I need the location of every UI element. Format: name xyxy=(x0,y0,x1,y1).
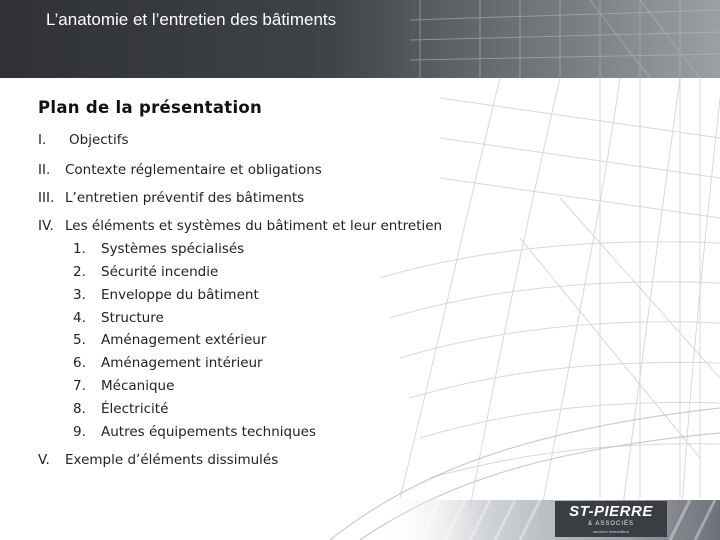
sub-item-label: Autres équipements techniques xyxy=(101,424,317,440)
list-item-label: Les éléments et systèmes du bâtiment et leur entretien xyxy=(65,218,443,234)
list-item-number: III. xyxy=(38,190,55,206)
sub-item-label: Structure xyxy=(101,310,164,326)
list-item-label: Contexte réglementaire et obligations xyxy=(65,162,322,178)
sub-item-number: 1. xyxy=(73,241,86,257)
sub-item-label: Enveloppe du bâtiment xyxy=(101,287,259,303)
list-item-number: V. xyxy=(38,452,50,468)
sub-item-number: 5. xyxy=(73,332,86,348)
page-title: L’anatomie et l’entretien des bâtiments xyxy=(46,10,337,29)
sub-item-label: Mécanique xyxy=(101,378,175,394)
sub-item-number: 2. xyxy=(73,264,86,280)
sub-item-label: Aménagement intérieur xyxy=(101,355,263,371)
list-item-number: I. xyxy=(38,132,47,148)
logo-subtitle: & ASSOCIÉS xyxy=(587,521,634,527)
header-bar xyxy=(0,0,720,78)
list-item-label: L’entretien préventif des bâtiments xyxy=(65,190,305,206)
sub-item-number: 8. xyxy=(73,401,86,417)
list-item-number: II. xyxy=(38,162,51,178)
sub-item-label: Sécurité incendie xyxy=(101,264,219,280)
logo-tagline: services immobiliers xyxy=(592,529,629,534)
section-title: Plan de la présentation xyxy=(38,98,263,117)
list-item-label: Exemple d’éléments dissimulés xyxy=(65,452,279,468)
sub-item-label: Systèmes spécialisés xyxy=(101,241,245,257)
sub-item-label: Électricité xyxy=(101,401,169,417)
sub-item-number: 6. xyxy=(73,355,86,371)
list-item-number: IV. xyxy=(38,218,54,234)
logo-wordmark: ST-PIERRE xyxy=(569,503,653,520)
company-logo xyxy=(555,499,667,535)
sub-item-number: 3. xyxy=(73,287,86,303)
sub-item-number: 9. xyxy=(73,424,86,440)
sub-item-number: 7. xyxy=(73,378,86,394)
list-item-label: Objectifs xyxy=(69,132,129,148)
sub-item-label: Aménagement extérieur xyxy=(101,332,267,348)
sub-item-number: 4. xyxy=(73,310,86,326)
